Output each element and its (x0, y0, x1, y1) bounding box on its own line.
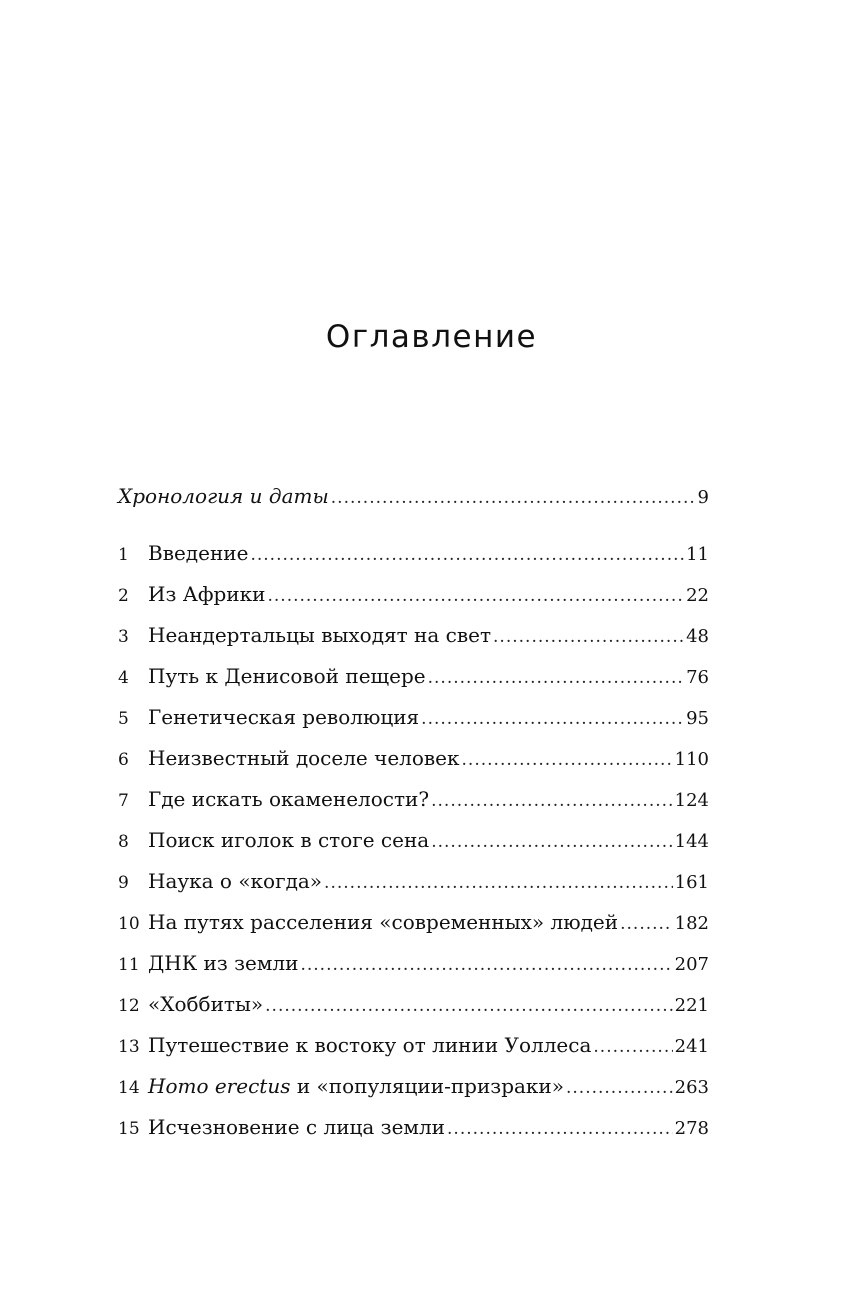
toc-entry-chapter-5[interactable] (118, 701, 709, 742)
toc-entry-title: Хронология и даты (118, 484, 329, 508)
dot-leader (447, 1113, 673, 1145)
dot-leader (265, 990, 672, 1022)
chapter-number: 6 (118, 750, 129, 770)
chapter-number: 10 (118, 914, 140, 934)
chapter-number: 9 (118, 873, 129, 893)
dot-leader (566, 1072, 673, 1104)
chapter-page: 161 (674, 872, 709, 893)
toc-entry-chapter-4[interactable] (118, 660, 709, 701)
toc-entry-chapter-3[interactable] (118, 619, 709, 660)
chapter-title: Поиск иголок в стоге сена (148, 828, 430, 852)
chapter-title: Исчезновение с лица земли (148, 1115, 446, 1139)
chapter-page: 207 (674, 954, 709, 975)
dot-leader (431, 785, 673, 817)
chapter-title: Путь к Денисовой пещере (148, 664, 426, 688)
chapter-number: 8 (118, 832, 129, 852)
toc-entry-chapter-13[interactable] (118, 1029, 709, 1070)
chapter-page: 48 (686, 626, 709, 647)
chapter-page: 124 (674, 790, 709, 811)
dot-leader (324, 867, 673, 899)
dot-leader (620, 908, 673, 940)
chapter-number: 7 (118, 791, 129, 811)
chapter-number: 1 (118, 545, 129, 565)
chapter-page: 221 (674, 995, 709, 1016)
toc-entry-chapter-9[interactable] (118, 865, 709, 906)
toc-entry-chapter-8[interactable] (118, 824, 709, 865)
toc-entry-chronology[interactable] (118, 480, 709, 537)
chapter-page: 110 (674, 749, 709, 770)
chapter-page: 182 (674, 913, 709, 934)
chapter-page: 95 (686, 708, 709, 729)
dot-leader (267, 580, 684, 612)
chapter-title: Генетическая революция (148, 705, 420, 729)
chapter-number: 12 (118, 996, 140, 1016)
chapter-number: 5 (118, 709, 129, 729)
toc-entry-chapter-14[interactable] (118, 1070, 709, 1111)
chapter-title: «Хоббиты» (148, 992, 264, 1016)
dot-leader (250, 539, 684, 571)
chapter-title (148, 1070, 564, 1102)
chapter-title: Наука о «когда» (148, 869, 323, 893)
chapter-title: Неандертальцы выходят на свет (148, 623, 492, 647)
chapter-number: 2 (118, 586, 129, 606)
chapter-title: Где искать окаменелости? (148, 787, 430, 811)
page-title: Оглавление (325, 318, 538, 355)
chapter-title: Введение (148, 541, 249, 565)
toc-entry-chapter-11[interactable] (118, 947, 709, 988)
chapter-number: 14 (118, 1078, 140, 1098)
chapter-page: 241 (674, 1036, 709, 1057)
dot-leader (431, 826, 672, 858)
dot-leader (462, 744, 673, 776)
dot-leader (421, 703, 684, 735)
table-of-contents (118, 480, 709, 1152)
chapter-page: 76 (686, 667, 709, 688)
chapter-title: На путях расселения «современных» людей (148, 910, 619, 934)
dot-leader (300, 949, 672, 981)
toc-entry-chapter-15[interactable] (118, 1111, 709, 1152)
chapter-number: 15 (118, 1119, 140, 1139)
chapter-title-italic: Homo erectus (148, 1074, 291, 1098)
chapter-page: 11 (686, 544, 709, 565)
chapter-number: 3 (118, 627, 129, 647)
toc-entry-chapter-12[interactable] (118, 988, 709, 1029)
dot-leader (331, 482, 696, 514)
chapter-title: Из Африки (148, 582, 266, 606)
chapter-page: 263 (674, 1077, 709, 1098)
chapter-number: 4 (118, 668, 129, 688)
dot-leader (493, 621, 684, 653)
toc-entry-chapter-10[interactable] (118, 906, 709, 947)
chapter-title: Путешествие к востоку от линии Уоллеса (148, 1033, 592, 1057)
toc-entry-chapter-2[interactable] (118, 578, 709, 619)
chapter-title: Неизвестный доселе человек (148, 746, 460, 770)
toc-entry-chapter-1[interactable] (118, 537, 709, 578)
chapter-title: ДНК из земли (148, 951, 299, 975)
chapter-title-rest: и «популяции-призраки» (290, 1074, 564, 1098)
toc-entry-chapter-7[interactable] (118, 783, 709, 824)
dot-leader (428, 662, 684, 694)
dot-leader (593, 1031, 672, 1063)
chapter-page: 22 (686, 585, 709, 606)
chapter-page: 144 (674, 831, 709, 852)
chapter-number: 13 (118, 1037, 140, 1057)
chapter-number: 11 (118, 955, 140, 975)
toc-entry-chapter-6[interactable] (118, 742, 709, 783)
chapter-page: 278 (674, 1118, 709, 1139)
toc-entry-page: 9 (697, 487, 709, 508)
